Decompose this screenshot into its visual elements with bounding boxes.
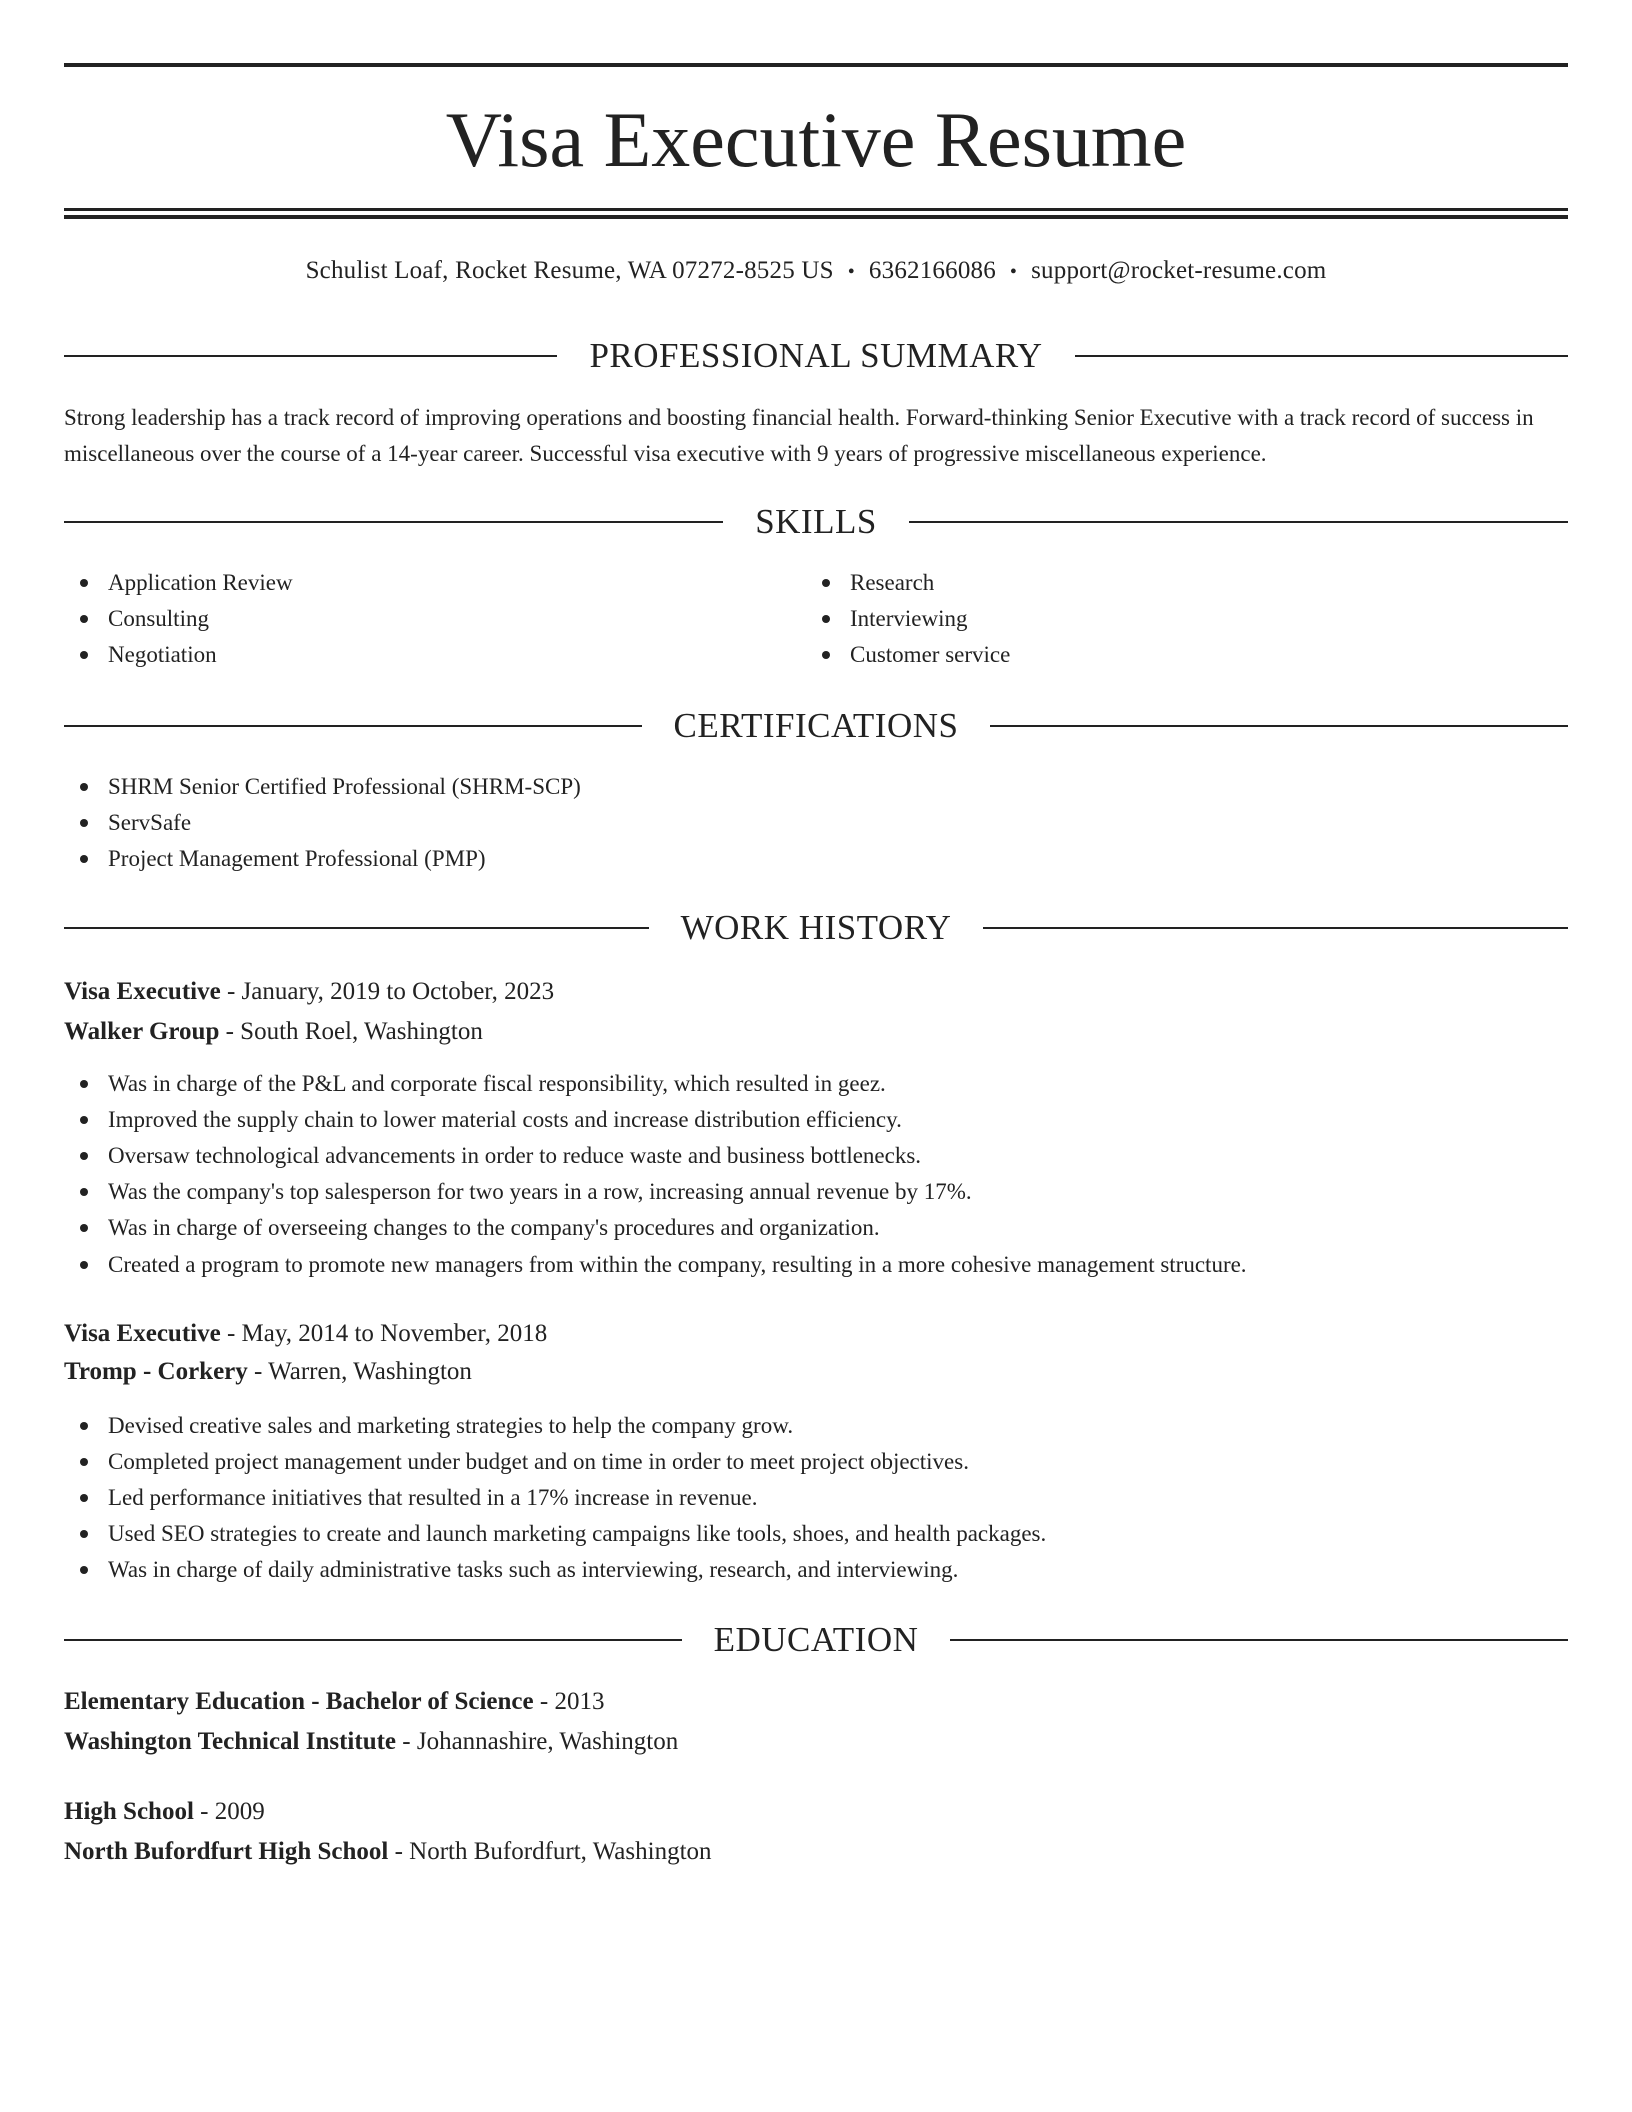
list-item: [64, 805, 1568, 841]
bullet-dot: [822, 615, 830, 623]
section-title: EDUCATION: [713, 1620, 919, 1659]
section-header-certifications: [64, 704, 1568, 748]
section-header-work-history: [64, 906, 1568, 950]
list-item: [64, 841, 1568, 877]
list-item: [806, 637, 1506, 673]
bullet-dot: [822, 579, 830, 587]
bullet-text: Led performance initiatives that resulted in a 17% increase in revenue.: [108, 1485, 758, 1510]
bullet-text: Was in charge of the P&L and corporate fiscal responsibility, which resulted in geez.: [108, 1071, 886, 1096]
job-location: - South Roel, Washington: [219, 1018, 483, 1045]
title-rule-upper: [64, 208, 1568, 211]
education-school: Washington Technical Institute: [64, 1728, 397, 1755]
bullet-dot: [80, 1080, 88, 1088]
bullet-text: Devised creative sales and marketing strategies to help the company grow.: [108, 1413, 794, 1438]
bullet-text: Completed project management under budget and on time in order to meet project objectives.: [108, 1449, 969, 1474]
bullet-text: Used SEO strategies to create and launch marketing campaigns like tools, shoes, and health packages.: [108, 1521, 1047, 1546]
section-header-education: [64, 1618, 1568, 1662]
list-item: [64, 1066, 1568, 1102]
certifications-list: [64, 769, 1568, 877]
bullet-dot: [80, 1261, 88, 1269]
bullet-text: Oversaw technological advancements in order to reduce waste and business bottlenecks.: [108, 1143, 922, 1168]
contact-line: [64, 254, 1568, 289]
bullet-dot: [80, 615, 88, 623]
job-dates: - January, 2019 to October, 2023: [220, 978, 555, 1005]
contact-separator: •: [847, 261, 855, 283]
bullet-dot: [80, 1188, 88, 1196]
list-item: [64, 565, 764, 601]
certification-label: SHRM Senior Certified Professional (SHRM-SCP): [108, 774, 581, 799]
list-item: [806, 565, 1506, 601]
contact-email: support@rocket-resume.com: [1031, 257, 1327, 284]
list-item: [64, 1552, 1568, 1588]
bullet-text: Improved the supply chain to lower material costs and increase distribution efficiency.: [108, 1107, 902, 1132]
education-location: - Johannashire, Washington: [396, 1728, 679, 1755]
bullet-text: Was in charge of daily administrative tasks such as interviewing, research, and interviewing.: [108, 1557, 959, 1582]
skill-label: Customer service: [850, 642, 1011, 667]
contact-phone: 6362166086: [868, 257, 996, 284]
job-company-line: [64, 1354, 472, 1390]
bullet-text: Was in charge of overseeing changes to the company's procedures and organization.: [108, 1215, 880, 1240]
divider: [909, 521, 1568, 523]
contact-address: Schulist Loaf, Rocket Resume, WA 07272-8525 US: [305, 257, 834, 284]
list-item: [64, 601, 764, 637]
education-degree: Elementary Education - Bachelor of Science: [64, 1688, 534, 1715]
divider: [64, 1639, 682, 1641]
bullet-text: Created a program to promote new managers from within the company, resulting in a more cohesive management structure.: [108, 1252, 1247, 1277]
education-school-line: [64, 1834, 712, 1870]
bullet-dot: [822, 651, 830, 659]
title-rule-lower: [64, 215, 1568, 219]
bullet-dot: [80, 855, 88, 863]
education-degree-line: [64, 1794, 265, 1830]
education-year: - 2009: [193, 1798, 265, 1825]
skill-label: Application Review: [108, 570, 293, 595]
divider: [64, 927, 649, 929]
divider: [64, 355, 557, 357]
section-header-skills: [64, 500, 1568, 544]
divider: [990, 725, 1568, 727]
education-school-line: [64, 1724, 678, 1760]
education-year: - 2013: [533, 1688, 605, 1715]
top-rule: [64, 63, 1568, 67]
list-item: [64, 637, 764, 673]
skills-list-right: [806, 565, 1506, 673]
list-item: [64, 1102, 1568, 1138]
job-title-line: [64, 974, 554, 1010]
summary-paragraph: Strong leadership has a track record of improving operations and boosting financial health. Forward-thinking Senior Executive with a track record of success in miscellaneous over the course of a 14-year career. Successful visa executive with 9 years of progressive miscellaneous experience.: [64, 405, 1534, 466]
job-bullets: [64, 1066, 1568, 1284]
section-header-summary: [64, 334, 1568, 378]
page-title: Visa Executive Resume: [445, 96, 1187, 183]
education-school: North Bufordfurt High School: [64, 1838, 389, 1865]
list-item: [64, 1210, 1568, 1246]
education-degree: High School: [64, 1798, 194, 1825]
section-title: SKILLS: [755, 502, 877, 541]
divider: [1075, 355, 1568, 357]
bullet-dot: [80, 1422, 88, 1430]
bullet-dot: [80, 1566, 88, 1574]
job-company: Walker Group: [64, 1018, 220, 1045]
bullet-dot: [80, 783, 88, 791]
divider: [64, 521, 723, 523]
skill-label: Research: [850, 570, 935, 595]
bullet-dot: [80, 819, 88, 827]
skill-label: Interviewing: [850, 606, 968, 631]
education-degree-line: [64, 1684, 604, 1720]
bullet-dot: [80, 1494, 88, 1502]
education-location: - North Bufordfurt, Washington: [388, 1838, 712, 1865]
job-dates: - May, 2014 to November, 2018: [220, 1320, 548, 1347]
skill-label: Consulting: [108, 606, 209, 631]
bullet-dot: [80, 1458, 88, 1466]
job-title-line: [64, 1316, 547, 1352]
divider: [983, 927, 1568, 929]
divider: [950, 1639, 1568, 1641]
bullet-dot: [80, 1152, 88, 1160]
bullet-dot: [80, 579, 88, 587]
job-company: Tromp - Corkery: [64, 1358, 248, 1385]
job-title: Visa Executive: [64, 1320, 221, 1347]
job-title: Visa Executive: [64, 978, 221, 1005]
contact-separator: •: [1009, 261, 1018, 283]
list-item: [64, 1138, 1568, 1174]
list-item: [64, 1246, 1568, 1284]
certification-label: Project Management Professional (PMP): [108, 846, 486, 871]
bullet-dot: [80, 1224, 88, 1232]
bullet-text: Was the company's top salesperson for two years in a row, increasing annual revenue by 17%.: [108, 1179, 972, 1204]
list-item: [64, 1174, 1568, 1210]
section-title: CERTIFICATIONS: [673, 706, 959, 745]
list-item: [64, 1516, 1568, 1552]
skills-list-left: [64, 565, 764, 673]
list-item: [806, 601, 1506, 637]
job-company-line: [64, 1014, 483, 1050]
bullet-dot: [80, 651, 88, 659]
section-title: PROFESSIONAL SUMMARY: [589, 336, 1043, 375]
job-location: - Warren, Washington: [247, 1358, 472, 1385]
list-item: [64, 1480, 1568, 1516]
list-item: [64, 769, 1568, 805]
job-bullets: [64, 1408, 1568, 1588]
bullet-dot: [80, 1116, 88, 1124]
divider: [64, 725, 642, 727]
list-item: [64, 1444, 1568, 1480]
bullet-dot: [80, 1530, 88, 1538]
section-title: WORK HISTORY: [680, 908, 952, 947]
certification-label: ServSafe: [108, 810, 192, 835]
skill-label: Negotiation: [108, 642, 217, 667]
list-item: [64, 1408, 1568, 1444]
